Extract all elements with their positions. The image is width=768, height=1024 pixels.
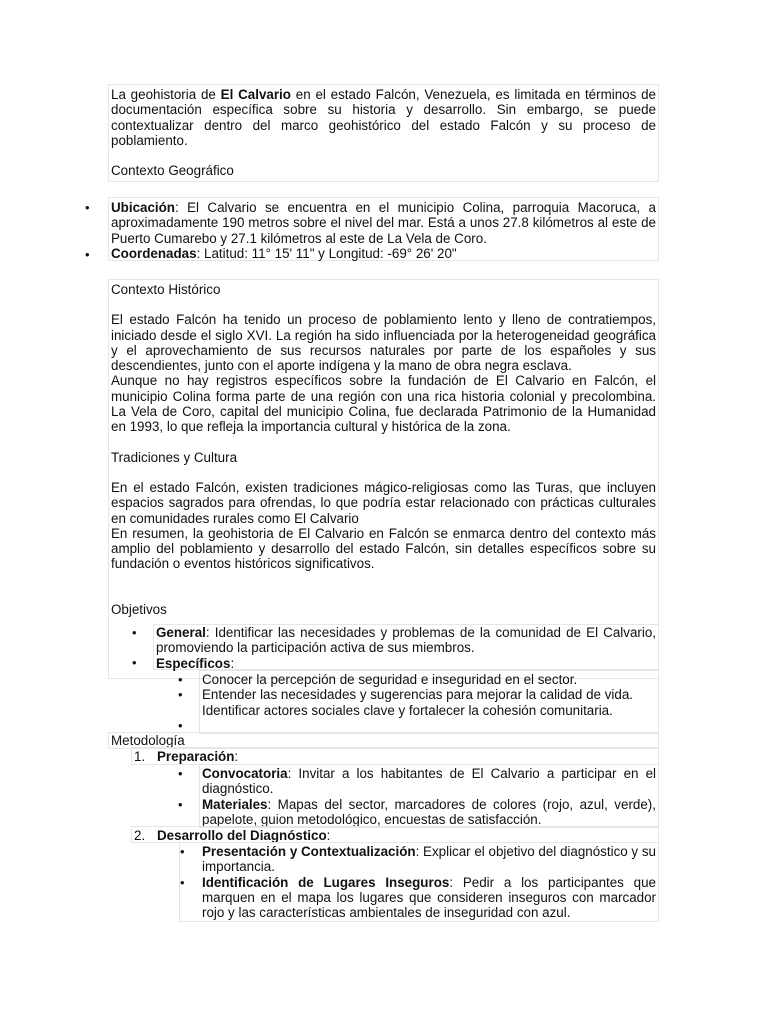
traditions-paragraph-1: En el estado Falcón, existen tradiciones mágico-religiosas como las Turas, que incluyen espacios sagrados para ofrendas, lo que podría estar relacionado con prácticas culturales en comunidades rurales como El Calvario <box>111 479 656 526</box>
bullet-icon: • <box>178 718 183 733</box>
bullet-icon: • <box>132 655 137 670</box>
ubicacion-label: Ubicación <box>111 200 175 215</box>
summary-paragraph: En resumen, la geohistoria de El Calvario en Falcón se enmarca dentro del contexto más amplio del poblamiento y desarrollo del estado Falcón, sin detalles específicos sobre su fundación o eventos históricos significativos. <box>111 525 656 572</box>
materiales-text: : Mapas del sector, marcadores de colores (rojo, azul, verde), papelote, guion metodológico, encuestas de satisfacción. <box>202 796 656 827</box>
convocatoria-label: Convocatoria <box>202 766 288 781</box>
geo-coord-item <box>111 246 656 261</box>
bullet-icon: • <box>178 687 183 702</box>
geo-heading: Contexto Geográfico <box>111 163 234 179</box>
presentacion-item <box>202 844 656 875</box>
methodology-step-2 <box>131 826 659 843</box>
especificos-label: Específicos <box>156 655 231 671</box>
presentacion-label: Presentación y Contextualización <box>202 844 416 859</box>
bullet-icon: • <box>178 766 183 781</box>
step-2-title <box>157 828 656 843</box>
methodology-step-1 <box>131 747 659 765</box>
convocatoria-item <box>202 766 656 797</box>
bullet-icon: • <box>178 672 183 687</box>
specific-objective-item: Identificar actores sociales clave y fortalecer la cohesión comunitaria. <box>202 702 613 718</box>
intro-block <box>108 84 659 182</box>
objectives-list <box>132 624 659 671</box>
step-1-items <box>178 764 659 828</box>
materiales-item <box>202 797 656 828</box>
bullet-icon: • <box>132 625 137 640</box>
specific-objective-item: Conocer la percepción de seguridad e inseguridad en el sector. <box>202 672 578 687</box>
coord-text: : Latitud: 11° 15' 11" y Longitud: -69° 26' 20" <box>196 245 457 261</box>
intro-text-1: La geohistoria de <box>111 87 221 102</box>
specific-objective-item: Entender las necesidades y sugerencias para mejorar la calidad de vida. <box>202 687 633 703</box>
coord-label: Coordenadas <box>111 245 197 261</box>
ubicacion-text: : El Calvario se encuentra en el municipio Colina, parroquia Macoruca, a aproximadamente 190 metros sobre el nivel del mar. Está a unos 27.8 kilómetros al este de Puerto Cumarebo y 27.1 kilómetros al este de La Vela de Coro. <box>111 200 656 246</box>
bullet-icon: • <box>85 200 90 215</box>
specific-objectives-list <box>178 670 659 734</box>
presentacion-text: : Explicar el objetivo del diagnóstico y su importancia. <box>202 844 656 875</box>
bullet-icon: • <box>178 797 183 812</box>
step-2-colon: : <box>326 828 331 843</box>
methodology-heading: Metodología <box>111 733 185 748</box>
step-2-items <box>179 842 659 922</box>
step-1-colon: : <box>234 749 239 764</box>
identificacion-item <box>202 875 656 921</box>
identificacion-label: Identificación de Lugares Inseguros <box>202 874 450 890</box>
bullet-icon: • <box>85 247 90 262</box>
objective-general <box>156 625 656 656</box>
general-text: : Identificar las necesidades y problemas de la comunidad de El Calvario, promoviendo la participación activa de sus miembros. <box>156 625 656 656</box>
materiales-label: Materiales <box>202 796 268 812</box>
traditions-heading: Tradiciones y Cultura <box>111 449 238 465</box>
history-paragraph-2: Aunque no hay registros específicos sobre la fundación de El Calvario en Falcón, el municipio Colina forma parte de una región con una rica historia colonial y precolombina. La Vela de Coro, capital del municipio Colina, fue declarada Patrimonio de la Humanidad en 1993, lo que refleja la importancia cultural y histórica de la zona. <box>111 373 656 435</box>
identificacion-text: : Pedir a los participantes que marquen en el mapa los lugares que consideren inseguros con marcador rojo y las características ambientales de inseguridad con azul. <box>202 874 656 921</box>
convocatoria-text: : Invitar a los habitantes de El Calvario a participar en el diagnóstico. <box>202 766 656 797</box>
step-1-label: Preparación <box>157 749 235 764</box>
bullet-icon: • <box>180 875 185 890</box>
history-paragraph-1: El estado Falcón ha tenido un proceso de poblamiento lento y lleno de contratiempos, iniciado desde el siglo XVI. La región ha sido influenciada por la heterogeneidad geográfica y el aprovechamiento de sus recursos naturales por parte de los españoles y sus descendientes, junto con el aporte indígena y la mano de obra negra esclava. <box>111 312 656 374</box>
especificos-colon: : <box>230 655 235 671</box>
objectives-heading: Objetivos <box>111 601 167 617</box>
step-number: 1. <box>134 749 146 764</box>
geo-list <box>85 197 659 262</box>
history-block <box>108 279 659 679</box>
general-label: General <box>156 625 206 640</box>
step-2-label: Desarrollo del Diagnóstico <box>157 828 327 843</box>
geo-ubicacion-item <box>111 200 656 246</box>
history-heading: Contexto Histórico <box>111 282 221 297</box>
intro-text-2: en el estado Falcón, Venezuela, es limitada en términos de documentación específica sobre su historia y desarrollo. Sin embargo, se puede contextualizar dentro del marco geohistórico del estado Falcón y su proceso de poblamiento. <box>111 87 656 148</box>
step-1-title <box>157 749 656 764</box>
step-number: 2. <box>134 828 146 843</box>
objective-especificos <box>156 656 656 671</box>
bullet-icon: • <box>180 844 185 859</box>
intro-bold-place: El Calvario <box>220 87 291 102</box>
intro-paragraph <box>111 87 656 148</box>
